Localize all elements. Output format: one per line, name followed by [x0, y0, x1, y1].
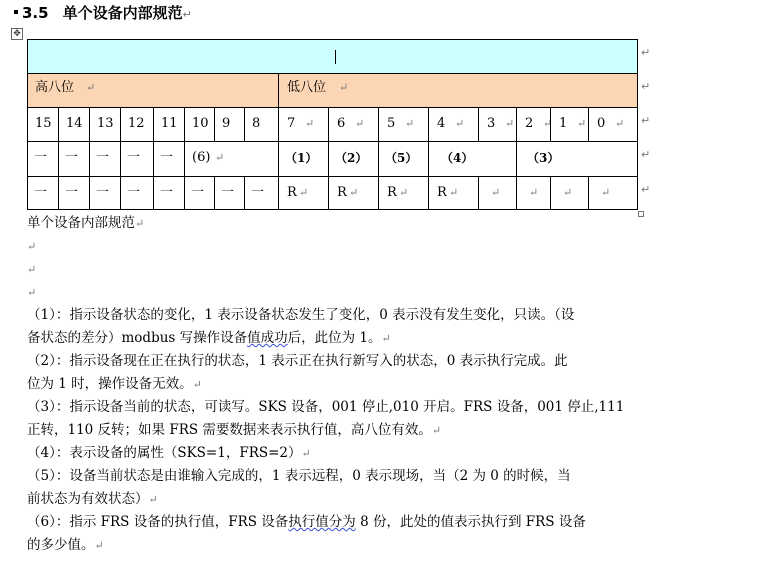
- dash-cell-text: 一: [96, 150, 110, 165]
- dash-cell[interactable]: [89, 176, 120, 210]
- field-2-cell[interactable]: [328, 141, 378, 176]
- text-cursor: [335, 50, 336, 64]
- cell-end-mark: ↵: [215, 151, 225, 164]
- bit-cell[interactable]: [550, 107, 588, 141]
- table-header-cell[interactable]: [27, 39, 637, 73]
- bit-cell[interactable]: [184, 107, 214, 141]
- table-caption: 单个设备内部规范↵: [27, 215, 145, 231]
- cell-end-mark: ↵: [577, 117, 587, 130]
- bit-cell-text: 6: [337, 116, 346, 131]
- high-byte-label: 高八位: [35, 80, 75, 95]
- field-3-cell[interactable]: [516, 141, 637, 176]
- dash-cell-text: 一: [127, 150, 141, 165]
- empty-cell[interactable]: [478, 176, 516, 210]
- rw-cell-text: R: [287, 185, 297, 200]
- low-byte-label: 低八位: [287, 80, 327, 95]
- cell-end-mark: ↵: [86, 81, 96, 94]
- field-5-label: （5）: [385, 151, 418, 165]
- dash-cell-text: 一: [160, 185, 174, 200]
- low-byte-cell[interactable]: [278, 73, 637, 107]
- bit-cell-text: 2: [525, 116, 534, 131]
- dash-cell-text: 一: [251, 185, 265, 200]
- bit-cell-text: 4: [437, 116, 446, 131]
- bit-cell[interactable]: [278, 107, 328, 141]
- bit-cell-text: 12: [128, 116, 145, 131]
- dash-cell[interactable]: [120, 176, 153, 210]
- field-3-label: （3）: [527, 151, 560, 165]
- bit-cell[interactable]: [378, 107, 428, 141]
- cell-end-mark: ↵: [615, 117, 625, 130]
- bit-cell[interactable]: [89, 107, 120, 141]
- row-end-mark: ↵: [641, 114, 651, 127]
- paragraph-mark: ↵: [182, 8, 192, 21]
- bit-cell[interactable]: [244, 107, 278, 141]
- empty-cell[interactable]: [516, 176, 550, 210]
- bit-cell-text: 8: [252, 116, 261, 131]
- document-body: [27, 212, 647, 557]
- section-title: 单个设备内部规范: [62, 4, 183, 22]
- dash-cell-text: 一: [221, 185, 235, 200]
- cell-end-mark: ↵: [449, 186, 459, 199]
- rw-cell-text: R: [337, 185, 347, 200]
- high-byte-cell[interactable]: [27, 73, 278, 107]
- field-2-label: （2）: [335, 151, 368, 165]
- bit-cell[interactable]: [328, 107, 378, 141]
- dash-cell[interactable]: [153, 141, 184, 176]
- field-6-label: (6): [192, 150, 211, 165]
- heading-bullet: [14, 10, 18, 14]
- dash-cell-text: 一: [191, 185, 205, 200]
- row-end-mark: ↵: [641, 46, 651, 59]
- bit-cell-text: 14: [66, 116, 83, 131]
- empty-cell[interactable]: [588, 176, 637, 210]
- field-4-cell[interactable]: [428, 141, 516, 176]
- field-6-cell[interactable]: [184, 141, 278, 176]
- rw-cell-text: R: [437, 185, 447, 200]
- empty-cell-text: ↵: [491, 186, 501, 199]
- empty-paragraph: ↵: [27, 286, 37, 299]
- bit-cell-text: 5: [387, 116, 396, 131]
- dash-cell[interactable]: [89, 141, 120, 176]
- cell-end-mark: ↵: [543, 117, 553, 130]
- cell-end-mark: ↵: [399, 186, 409, 199]
- dash-cell[interactable]: [184, 176, 214, 210]
- field-1-cell[interactable]: [278, 141, 328, 176]
- cell-end-mark: ↵: [405, 117, 415, 130]
- bit-cell[interactable]: [516, 107, 553, 141]
- empty-cell-text: ↵: [529, 186, 539, 199]
- bit-cell[interactable]: [588, 107, 637, 141]
- rw-cell[interactable]: [428, 176, 478, 210]
- note-6: （6）：指示 FRS 设备的执行值，FRS 设备执行值分为 8 份，此处的值表示执行到 FRS 设备 的多少值。↵: [27, 514, 586, 553]
- empty-paragraph: ↵: [27, 240, 37, 253]
- field-4-label: （4）: [441, 151, 474, 165]
- note-1: （1）：指示设备状态的变化，1 表示设备状态发生了变化，0 表示没有发生变化，只读。（设 备状态的差分）modbus 写操作设备值成功后，此位为 1。↵: [27, 307, 575, 346]
- bit-cell-text: 13: [97, 116, 114, 131]
- dash-cell-text: 一: [65, 150, 79, 165]
- cell-end-mark: ↵: [299, 186, 309, 199]
- bit-cell[interactable]: [120, 107, 153, 141]
- dash-cell-text: 一: [34, 185, 48, 200]
- empty-cell-text: ↵: [601, 186, 611, 199]
- bit-cell-text: 10: [192, 116, 209, 131]
- empty-paragraph: ↵: [27, 263, 37, 276]
- row-end-mark: ↵: [641, 80, 651, 93]
- bit-cell[interactable]: [428, 107, 478, 141]
- rw-cell-text: R: [387, 185, 397, 200]
- dash-cell[interactable]: [27, 176, 58, 210]
- bit-cell-text: 3: [487, 116, 496, 131]
- empty-cell-text: ↵: [563, 186, 573, 199]
- cell-end-mark: ↵: [305, 117, 315, 130]
- bit-cell[interactable]: [58, 107, 89, 141]
- cell-end-mark: ↵: [455, 117, 465, 130]
- dash-cell[interactable]: [153, 176, 184, 210]
- section-heading: [14, 2, 192, 24]
- note-5: （5）：设备当前状态是由谁输入完成的，1 表示远程，0 表示现场，当（2 为 0 的时候，当 前状态为有效状态）↵: [27, 468, 571, 507]
- bit-cell-text: 0: [597, 116, 606, 131]
- table-move-handle-icon[interactable]: ✥: [11, 28, 23, 40]
- dash-cell-text: 一: [65, 185, 79, 200]
- bit-cell[interactable]: [153, 107, 184, 141]
- dash-cell[interactable]: [214, 176, 244, 210]
- dash-cell-text: 一: [127, 185, 141, 200]
- bit-cell[interactable]: [478, 107, 516, 141]
- rw-cell[interactable]: [378, 176, 428, 210]
- note-2: （2）：指示设备现在正在执行的状态，1 表示正在执行新写入的状态，0 表示执行完成。此 位为 1 时，操作设备无效。↵: [27, 353, 568, 392]
- dash-cell-text: 一: [96, 185, 110, 200]
- bit-cell-text: 11: [161, 116, 178, 131]
- section-number: 3.5: [22, 4, 49, 22]
- empty-cell[interactable]: [550, 176, 588, 210]
- spell-check-underline: 执行值分为: [288, 514, 356, 530]
- bit-cell-text: 1: [559, 116, 568, 131]
- cell-end-mark: ↵: [505, 117, 515, 130]
- bit-cell[interactable]: [27, 107, 58, 141]
- bit-cell[interactable]: [214, 107, 244, 141]
- dash-cell[interactable]: [58, 141, 89, 176]
- bit-cell-text: 7: [287, 116, 296, 131]
- field-5-cell[interactable]: [378, 141, 428, 176]
- table-border-right: [637, 39, 638, 210]
- dash-cell[interactable]: [58, 176, 89, 210]
- dash-cell[interactable]: [244, 176, 278, 210]
- cell-end-mark: ↵: [349, 186, 359, 199]
- note-3: （3）：指示设备当前的状态，可读写。SKS 设备，001 停止,010 开启。FRS 设备，001 停止,111 正转，110 反转；如果 FRS 需要数据来表示执行值，高八位有效。↵: [27, 399, 625, 438]
- rw-cell[interactable]: [278, 176, 328, 210]
- bit-spec-table: [27, 39, 638, 211]
- cell-end-mark: ↵: [355, 117, 365, 130]
- rw-cell[interactable]: [328, 176, 378, 210]
- bit-cell-text: 9: [222, 116, 231, 131]
- dash-cell[interactable]: [27, 141, 58, 176]
- spell-check-underline: 值成功: [247, 330, 288, 346]
- dash-cell[interactable]: [120, 141, 153, 176]
- cell-end-mark: ↵: [339, 81, 349, 94]
- bit-cell-text: 15: [35, 116, 52, 131]
- row-end-mark: ↵: [641, 148, 651, 161]
- dash-cell-text: 一: [160, 150, 174, 165]
- note-4: （4）：表示设备的属性（SKS=1，FRS=2）↵: [27, 445, 311, 461]
- row-end-mark: ↵: [641, 183, 651, 196]
- dash-cell-text: 一: [34, 150, 48, 165]
- field-1-label: （1）: [285, 151, 318, 165]
